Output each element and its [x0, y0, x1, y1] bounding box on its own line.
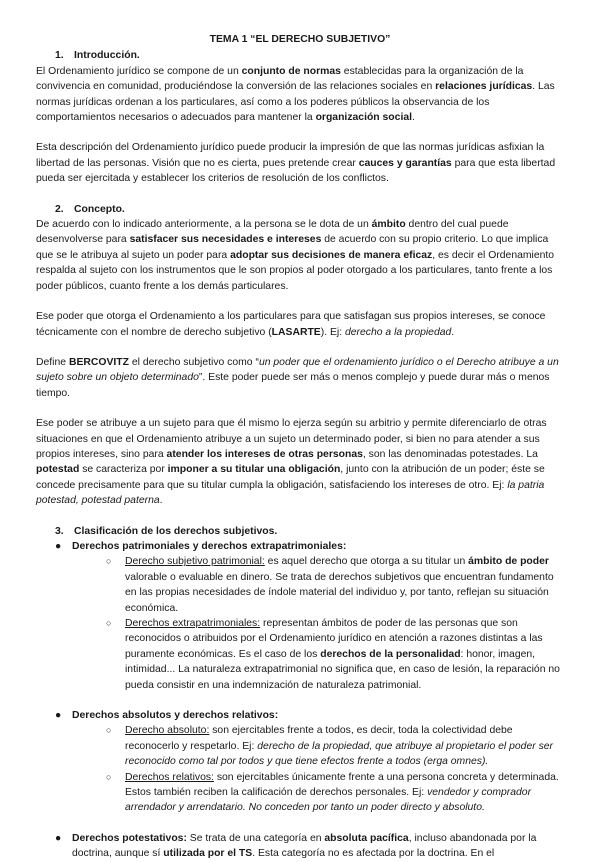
list-item-patrimonial: ● Derechos patrimoniales y derechos extrapatrimoniales: ○ Derecho subjetivo patrimonial: es aquel derecho que otorga a su titular un ámbito de poder valorable o evaluable en dinero. Se trata de derechos subjetivos que encuentran fundamento en las propias necesidades de índole material del individuo y, por tanto, reflejan su situación económica. ○ Derechos extrapatrimoniales: representan ámbitos de poder de las personas que son reconocidos o atribuidos por el Ordenamiento jurídico en atención a razones distintas a las puramente económicas. Es el caso de los derechos de la personalidad: honor, imagen, intimidad... La naturaleza extrapatrimonial no significa que, en caso de lesión, la reparación no pueda consistir en una indemnización de naturaleza patrimonial. [36, 539, 564, 693]
bullet-icon: ● [55, 540, 62, 552]
section-1-paragraph-1: El Ordenamiento jurídico se compone de un conjunto de normas establecidas para la organización de la convivencia en comunidad, produciéndose la conversión de las relaciones sociales en relaciones jurídicas. Las normas jurídicas ordenan a los particulares, así como a los poderes públicos la observancia de los comportamientos necesarios o adecuados para mantener la organización social. [36, 65, 555, 124]
bullet-icon: ● [55, 832, 62, 844]
circle-bullet-icon: ○ [106, 771, 112, 782]
sublist-item-absoluto: ○ Derecho absoluto: son ejercitables frente a todos, es decir, toda la colectividad debe reconocerlo y respetarlo. Ej: derecho de la propiedad, que atribuye al propietario el poder ser reconocido como tal por todos y que tiene efectos frente a todos (erga omnes). [106, 725, 554, 768]
sublist-item-patrimonial: ○ Derecho subjetivo patrimonial: es aquel derecho que otorga a su titular un ámbito de poder valorable o evaluable en dinero. Se trata de derechos subjetivos que encuentran fundamento en las propias necesidades de índole material del individuo y, por tanto, reflejan su situación económica. [106, 556, 554, 614]
section-3-heading: 3. Clasificación de los derechos subjetivos. [55, 525, 278, 537]
section-2-paragraph-3: Define BERCOVITZ el derecho subjetivo como “un poder que el ordenamiento jurídico o el Derecho atribuye a un sujeto sobre un objeto determinado”. Este poder puede ser más o menos complejo y puede durar más o menos tiempo. [36, 356, 559, 399]
circle-bullet-icon: ○ [106, 725, 112, 736]
section-2-heading: 2. Concepto. [55, 203, 125, 215]
list-item-potestativos: ● Derechos potestativos: Se trata de una categoría en absoluta pacífica, incluso abandonada por la doctrina, aunque sí utilizada por el TS. Esta categoría no es afectada por la doctrina. En el [55, 832, 537, 860]
section-2-paragraph-1: De acuerdo con lo indicado anteriormente, a la persona se le dota de un ámbito dentro del cual puede desenvolverse para satisfacer sus necesidades e intereses de acuerdo con su propio criterio. Lo que implica que se le atribuya al sujeto un poder para adoptar sus decisiones de manera eficaz, es decir el Ordenamiento respalda al sujeto con los instrumentos que le son propios al poder otorgado a los particulares, tanto frente a los poder públicos, cuanto frente a los demás particulares. [36, 219, 555, 292]
section-2-paragraph-2: Ese poder que otorga el Ordenamiento a los particulares para que satisfagan sus propios intereses, se conoce técnicamente con el nombre de derecho subjetivo (LASARTE). Ej: derecho a la propiedad. [36, 311, 546, 338]
list-item-absolutos: ● Derechos absolutos y derechos relativos: ○ Derecho absoluto: son ejercitables frente a todos, es decir, toda la colectividad debe reconocerlo y respetarlo. Ej: derecho de la propiedad, que atribuye al propietario el poder ser reconocido como tal por todos y que tiene efectos frente a todos (erga omnes). ○ Derechos relativos: son ejercitables únicamente frente a una persona concreta y determinada. Estos también reciben la calificación de derechos personales. Ej: vendedor y comprador arrendador y arrendatario. No conceden por tanto un poder directo y absoluto. [36, 708, 564, 816]
sublist-item-extrapatrimonial: ○ Derechos extrapatrimoniales: representan ámbitos de poder de las personas que son reconocidos o atribuidos por el Ordenamiento jurídico en atención a razones distintas a las puramente económicas. Es el caso de los derechos de la personalidad: honor, imagen, intimidad... La naturaleza extrapatrimonial no significa que, en caso de lesión, la reparación no pueda consistir en una indemnización de naturaleza patrimonial. [106, 618, 560, 691]
document-title: TEMA 1 “EL DERECHO SUBJETIVO” [209, 34, 391, 45]
circle-bullet-icon: ○ [106, 618, 112, 628]
classification-list [36, 539, 564, 862]
bullet-icon: ● [55, 710, 62, 722]
sublist-item-relativos: ○ Derechos relativos: son ejercitables únicamente frente a una persona concreta y determinada. Estos también reciben la calificación de derechos personales. Ej: vendedor y comprador arrendador y arrendatario. No conceden por tanto un poder directo y absoluto. [106, 771, 559, 814]
section-1-heading: 1. Introducción. [55, 50, 140, 62]
section-2-paragraph-4: Ese poder se atribuye a un sujeto para que él mismo lo ejerza según su arbitrio y permite diferenciarlo de otras situaciones en que el Ordenamiento atribuye a un sujeto un determinado poder, si bien no para atender a sus propios intereses, sino para atender los intereses de otras personas, son las denominadas potestades. La potestad se caracteriza por imponer a su titular una obligación, junto con la atribución de un poder; éste se concede precisamente para que su titular cumpla la obligación, satisfaciendo los intereses de otro. Ej: la patria potestad, potestad paterna. [36, 418, 547, 507]
circle-bullet-icon: ○ [106, 556, 112, 567]
section-1-paragraph-2: Esta descripción del Ordenamiento jurídico puede producir la impresión de que las normas jurídicas asfixian la libertad de las personas. Visión que no es cierta, pues pretende crear cauces y garantías para que esta libertad pueda ser ejercitada y establecer los criterios de resolución de los conflictos. [36, 142, 556, 185]
